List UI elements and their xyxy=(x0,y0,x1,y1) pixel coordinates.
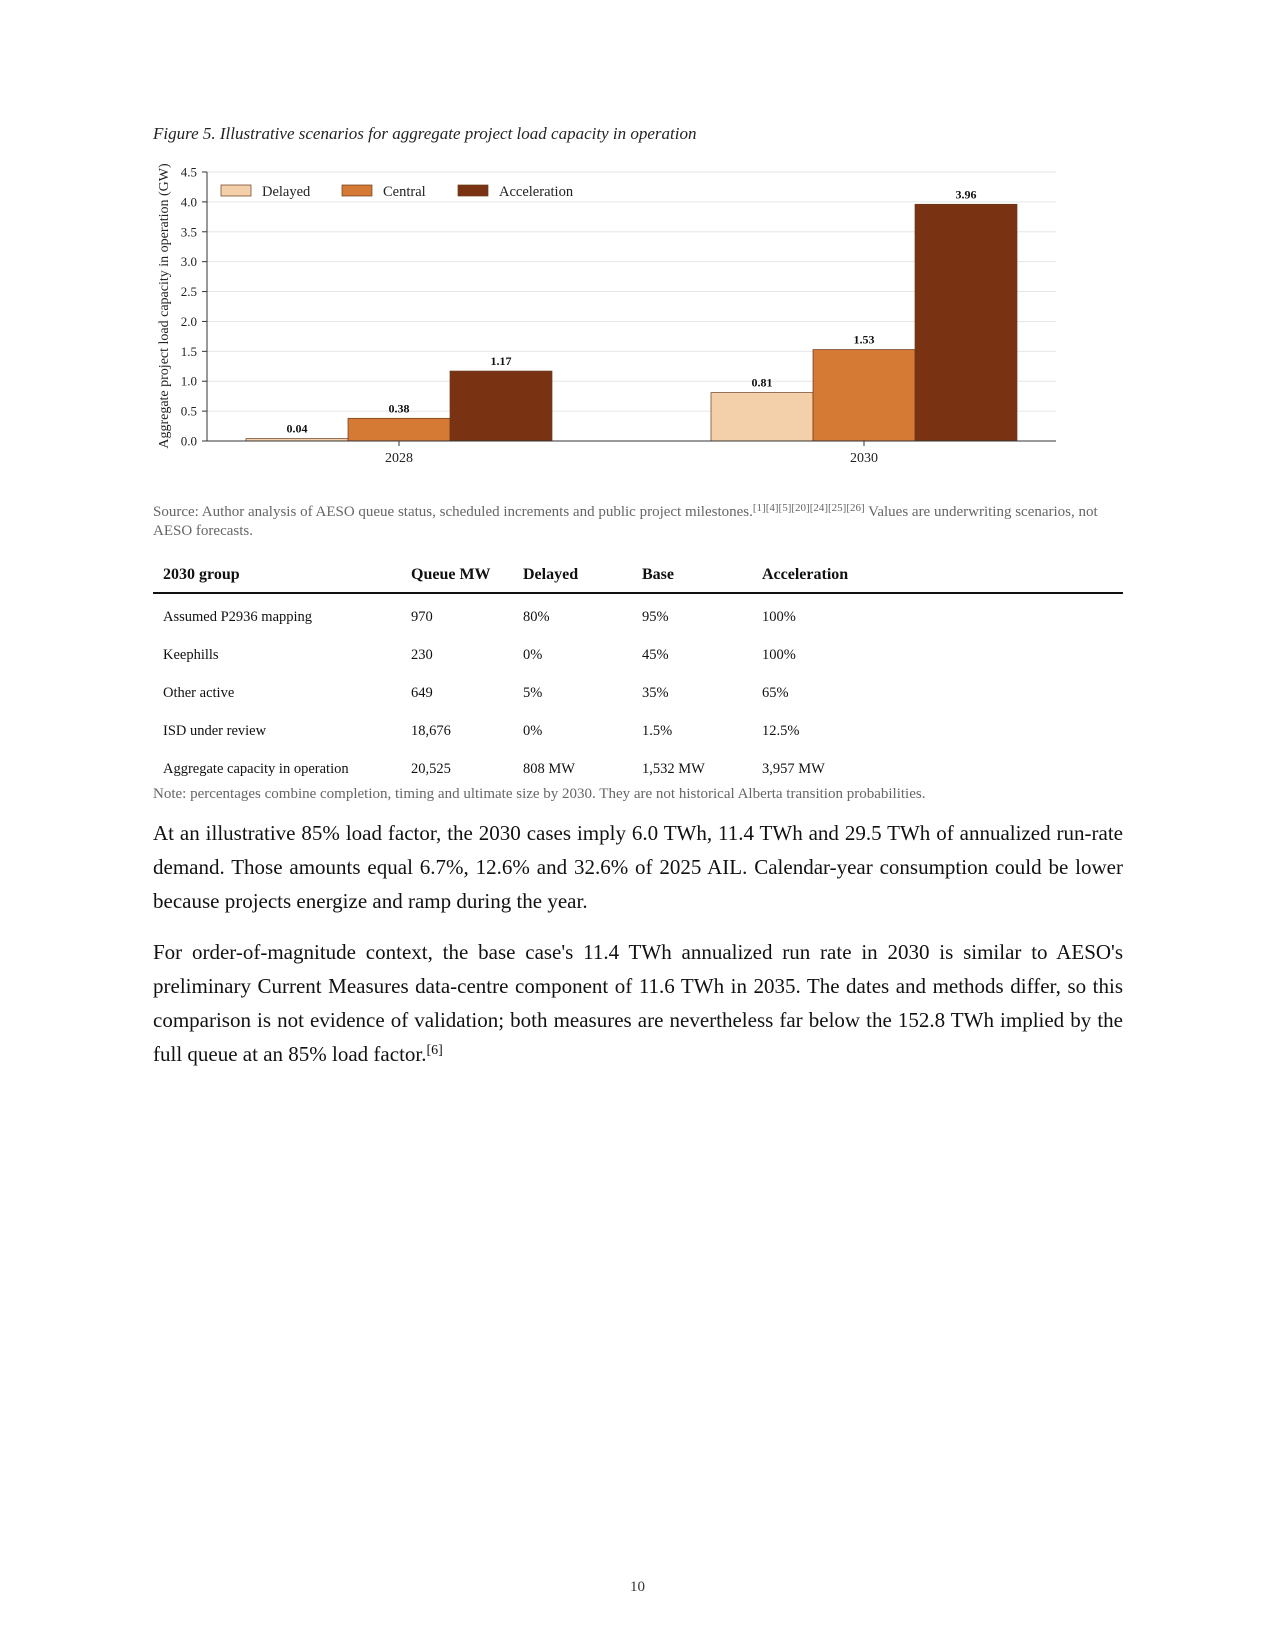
cell-delayed: 0% xyxy=(523,722,543,739)
cell-delayed: 0% xyxy=(523,646,543,663)
bar-delayed-2030 xyxy=(711,393,813,441)
cell-acceleration: 12.5% xyxy=(762,722,800,739)
cell-base: 1.5% xyxy=(642,722,673,739)
cell-group: Assumed P2936 mapping xyxy=(163,608,313,625)
header-queue-mw: Queue MW xyxy=(401,558,513,593)
table-row xyxy=(153,674,1123,712)
body-paragraph-2 xyxy=(153,935,1123,1075)
cell-group: Aggregate capacity in operation xyxy=(163,760,349,777)
y-tick-label: 3.0 xyxy=(180,254,197,270)
cell-acceleration: 100% xyxy=(762,646,796,663)
legend-swatch-acceleration xyxy=(458,185,488,196)
x-tick-label: 2028 xyxy=(385,451,413,466)
paragraph-2-text: For order-of-magnitude context, the base case's 11.4 TWh annualized run rate in 2030 is similar to AESO's preliminary Current Measures data-centre component of 11.6 TWh in 2035. The dates and methods differ, so this comparison is not evidence of validation; both measures are nevertheless far below the 152.8 TWh implied by the full queue at an 85% load factor. xyxy=(153,940,1123,1066)
data-label: 3.96 xyxy=(955,187,977,202)
cell-queue-mw: 649 xyxy=(411,684,433,701)
cell-acceleration: 65% xyxy=(762,684,789,701)
figure-caption: Figure 5. Illustrative scenarios for aggregate project load capacity in operation xyxy=(153,124,697,143)
cell-queue-mw: 230 xyxy=(411,646,433,663)
cell-queue-mw: 20,525 xyxy=(411,760,451,777)
cell-group: Other active xyxy=(163,684,235,701)
cell-acceleration: 100% xyxy=(762,608,796,625)
scenario-table xyxy=(153,558,1123,788)
legend-label: Acceleration xyxy=(499,184,574,200)
cell-base: 95% xyxy=(642,608,669,625)
header-base: Base xyxy=(632,558,752,593)
header-group: 2030 group xyxy=(153,558,401,593)
y-tick-label: 2.0 xyxy=(180,313,197,329)
table-header-row xyxy=(153,558,1123,593)
y-tick-label: 2.5 xyxy=(180,284,197,300)
cell-queue-mw: 970 xyxy=(411,608,433,625)
data-label: 1.53 xyxy=(853,332,875,347)
data-label: 1.17 xyxy=(490,354,512,369)
table-row xyxy=(153,636,1123,674)
bar-acceleration-2030 xyxy=(915,204,1017,441)
table-row xyxy=(153,750,1123,788)
cell-acceleration: 3,957 MW xyxy=(762,760,825,777)
y-tick-label: 1.0 xyxy=(180,373,197,389)
body-paragraph-1: At an illustrative 85% load factor, the 2030 cases imply 6.0 TWh, 11.4 TWh and 29.5 TWh of annualized run-rate demand. Those amounts equal 6.7%, 12.6% and 32.6% of 2025 AIL. Calendar-year consumption could be lower because projects energize and ramp during the year. xyxy=(153,821,1123,913)
cell-base: 1,532 MW xyxy=(642,760,705,777)
y-tick-label: 3.5 xyxy=(180,224,197,240)
table-note: Note: percentages combine completion, timing and ultimate size by 2030. They are not historical Alberta transition probabilities. xyxy=(153,786,926,802)
y-axis-label: Aggregate project load capacity in operation (GW) xyxy=(157,163,172,449)
chart-legend xyxy=(221,184,574,200)
legend-label: Central xyxy=(383,184,426,200)
y-tick-label: 0.0 xyxy=(180,433,197,449)
source-tail: Values are underwriting scenarios, not AESO forecasts. xyxy=(153,504,1098,539)
y-tick-label: 4.0 xyxy=(180,194,197,210)
table-row xyxy=(153,593,1123,636)
cell-delayed: 808 MW xyxy=(523,760,575,777)
table-row xyxy=(153,712,1123,750)
source-refs[interactable]: [1][4][5][20][24][25][26] xyxy=(752,502,865,514)
x-tick-label: 2030 xyxy=(850,451,878,466)
cell-base: 45% xyxy=(642,646,669,663)
cell-delayed: 80% xyxy=(523,608,550,625)
legend-swatch-central xyxy=(342,185,372,196)
bar-central-2030 xyxy=(813,350,915,441)
y-tick-label: 4.5 xyxy=(180,164,197,180)
source-text: Source: Author analysis of AESO queue status, scheduled increments and public project milestones. xyxy=(153,504,753,520)
data-label: 0.04 xyxy=(286,421,308,436)
legend-swatch-delayed xyxy=(221,185,251,196)
header-delayed: Delayed xyxy=(513,558,632,593)
figure-source xyxy=(153,503,1123,541)
cell-base: 35% xyxy=(642,684,669,701)
cell-group: ISD under review xyxy=(163,722,267,739)
bar-acceleration-2028 xyxy=(450,371,552,441)
legend-label: Delayed xyxy=(262,184,311,200)
data-label: 0.38 xyxy=(388,401,410,416)
page-number: 10 xyxy=(630,1579,645,1595)
header-acceleration: Acceleration xyxy=(752,558,1123,593)
cell-group: Keephills xyxy=(163,646,219,663)
paragraph-2-ref[interactable]: [6] xyxy=(426,1043,443,1058)
bar-chart xyxy=(150,158,1080,478)
bar-central-2028 xyxy=(348,418,450,441)
y-tick-label: 1.5 xyxy=(180,343,197,359)
y-tick-label: 0.5 xyxy=(180,403,197,419)
chart-bars xyxy=(246,187,1017,441)
cell-delayed: 5% xyxy=(523,684,543,701)
data-label: 0.81 xyxy=(751,375,773,390)
cell-queue-mw: 18,676 xyxy=(411,722,451,739)
